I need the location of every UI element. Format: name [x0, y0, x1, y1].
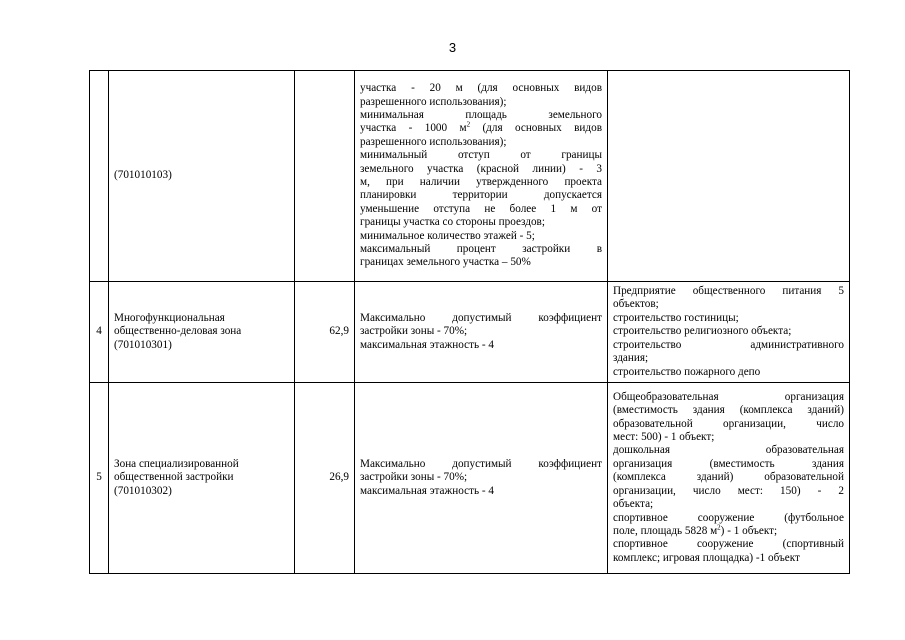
text-fragment: участка - 1000 м [360, 122, 467, 135]
text-line: (вместимость здания (комплекса зданий) [613, 404, 844, 417]
text-line: Максимально допустимый коэффициент [360, 311, 602, 324]
text-line: границы участка со стороны проездов; [360, 216, 545, 229]
text-line: образовательной организации, число [613, 417, 844, 430]
parameters-cell [355, 383, 608, 574]
text-line: земельного участка (красной линии) - 3 [360, 162, 602, 175]
text-line: максимальная этажность - 4 [360, 338, 494, 351]
superscript: 2 [717, 523, 721, 532]
table-row [90, 282, 850, 383]
text-line: минимальное количество этажей - 5; [360, 229, 535, 242]
text-line: (701010301) [114, 338, 172, 351]
text-line: объектов; [613, 298, 659, 311]
page-number: 3 [448, 40, 457, 55]
text-fragment: ) - 1 объект; [720, 524, 778, 537]
text-line: участка - 20 м (для основных видов [360, 82, 602, 95]
zone-name-cell [109, 282, 295, 383]
text-line: спортивное сооружение (спортивный [613, 538, 844, 551]
text-line: здания; [613, 352, 649, 365]
text-line: застройки зоны - 70%; [360, 325, 468, 338]
text-line: застройки зоны - 70%; [360, 471, 468, 484]
text-line: максимальная этажность - 4 [360, 484, 494, 497]
text-line: (701010302) [114, 484, 172, 497]
text-line: организация (вместимость здания [613, 457, 844, 470]
objects-cell [608, 282, 850, 383]
text-line: организации, число мест: 150) - 2 [613, 484, 844, 497]
text-line: м, при наличии утвержденного проекта [360, 176, 602, 188]
text-line: строительство административного [613, 338, 844, 351]
area-cell: 26,9 [295, 383, 355, 574]
zone-code: (701010103) [114, 169, 172, 182]
text-fragment: поле, площадь 5828 м [613, 524, 718, 537]
row-number-cell [90, 71, 109, 282]
text-line [360, 122, 602, 135]
text-line: строительство пожарного депо [613, 365, 761, 378]
text-line: минимальный отступ от границы [360, 149, 602, 162]
text-line: Общеобразовательная организация [613, 390, 844, 403]
row-number-cell: 4 [90, 282, 109, 383]
zones-table [89, 70, 850, 574]
row-number-cell: 5 [90, 383, 109, 574]
text-line: комплекс; игровая площадка) -1 объект [613, 551, 800, 564]
text-line [613, 525, 844, 538]
text-line: планировки территории допускается [360, 189, 602, 202]
text-fragment: (для основных видов [482, 122, 602, 135]
text-line: дошкольная образовательная [613, 444, 844, 457]
area-cell: 62,9 [295, 282, 355, 383]
text-line: мест: 500) - 1 объект; [613, 431, 715, 444]
text-line: разрешенного использования); [360, 95, 507, 108]
text-line: границах земельного участка – 50% [360, 256, 531, 269]
text-line: Многофункциональная [114, 311, 225, 324]
parameters-cell [355, 71, 608, 282]
superscript: 2 [466, 120, 471, 129]
text-line: максимальный процент застройки в [360, 243, 602, 256]
objects-cell [608, 71, 850, 282]
table-row [90, 71, 850, 282]
text-line: Максимально допустимый коэффициент [360, 457, 602, 470]
text-line: Предприятие общественного питания 5 [613, 285, 844, 298]
text-line: общественно-деловая зона [114, 325, 242, 338]
text-line: уменьшение отступа не более 1 м от [360, 202, 602, 215]
text-line: строительство гостиницы; [613, 311, 739, 324]
text-line: общественной застройки [114, 471, 234, 484]
text-line: спортивное сооружение (футбольное [613, 511, 844, 524]
parameters-cell [355, 282, 608, 383]
area-cell [295, 71, 355, 282]
table-row [90, 383, 850, 574]
zone-name-cell [109, 383, 295, 574]
text-line: минимальная площадь земельного [360, 108, 602, 121]
zone-name-cell [109, 71, 295, 282]
text-line: строительство религиозного объекта; [613, 325, 792, 338]
text-line: разрешенного использования); [360, 135, 507, 148]
objects-cell [608, 383, 850, 574]
text-line: (комплекса зданий) образовательной [613, 471, 844, 484]
text-line: Зона специализированной [114, 457, 239, 470]
text-line: объекта; [613, 498, 654, 511]
